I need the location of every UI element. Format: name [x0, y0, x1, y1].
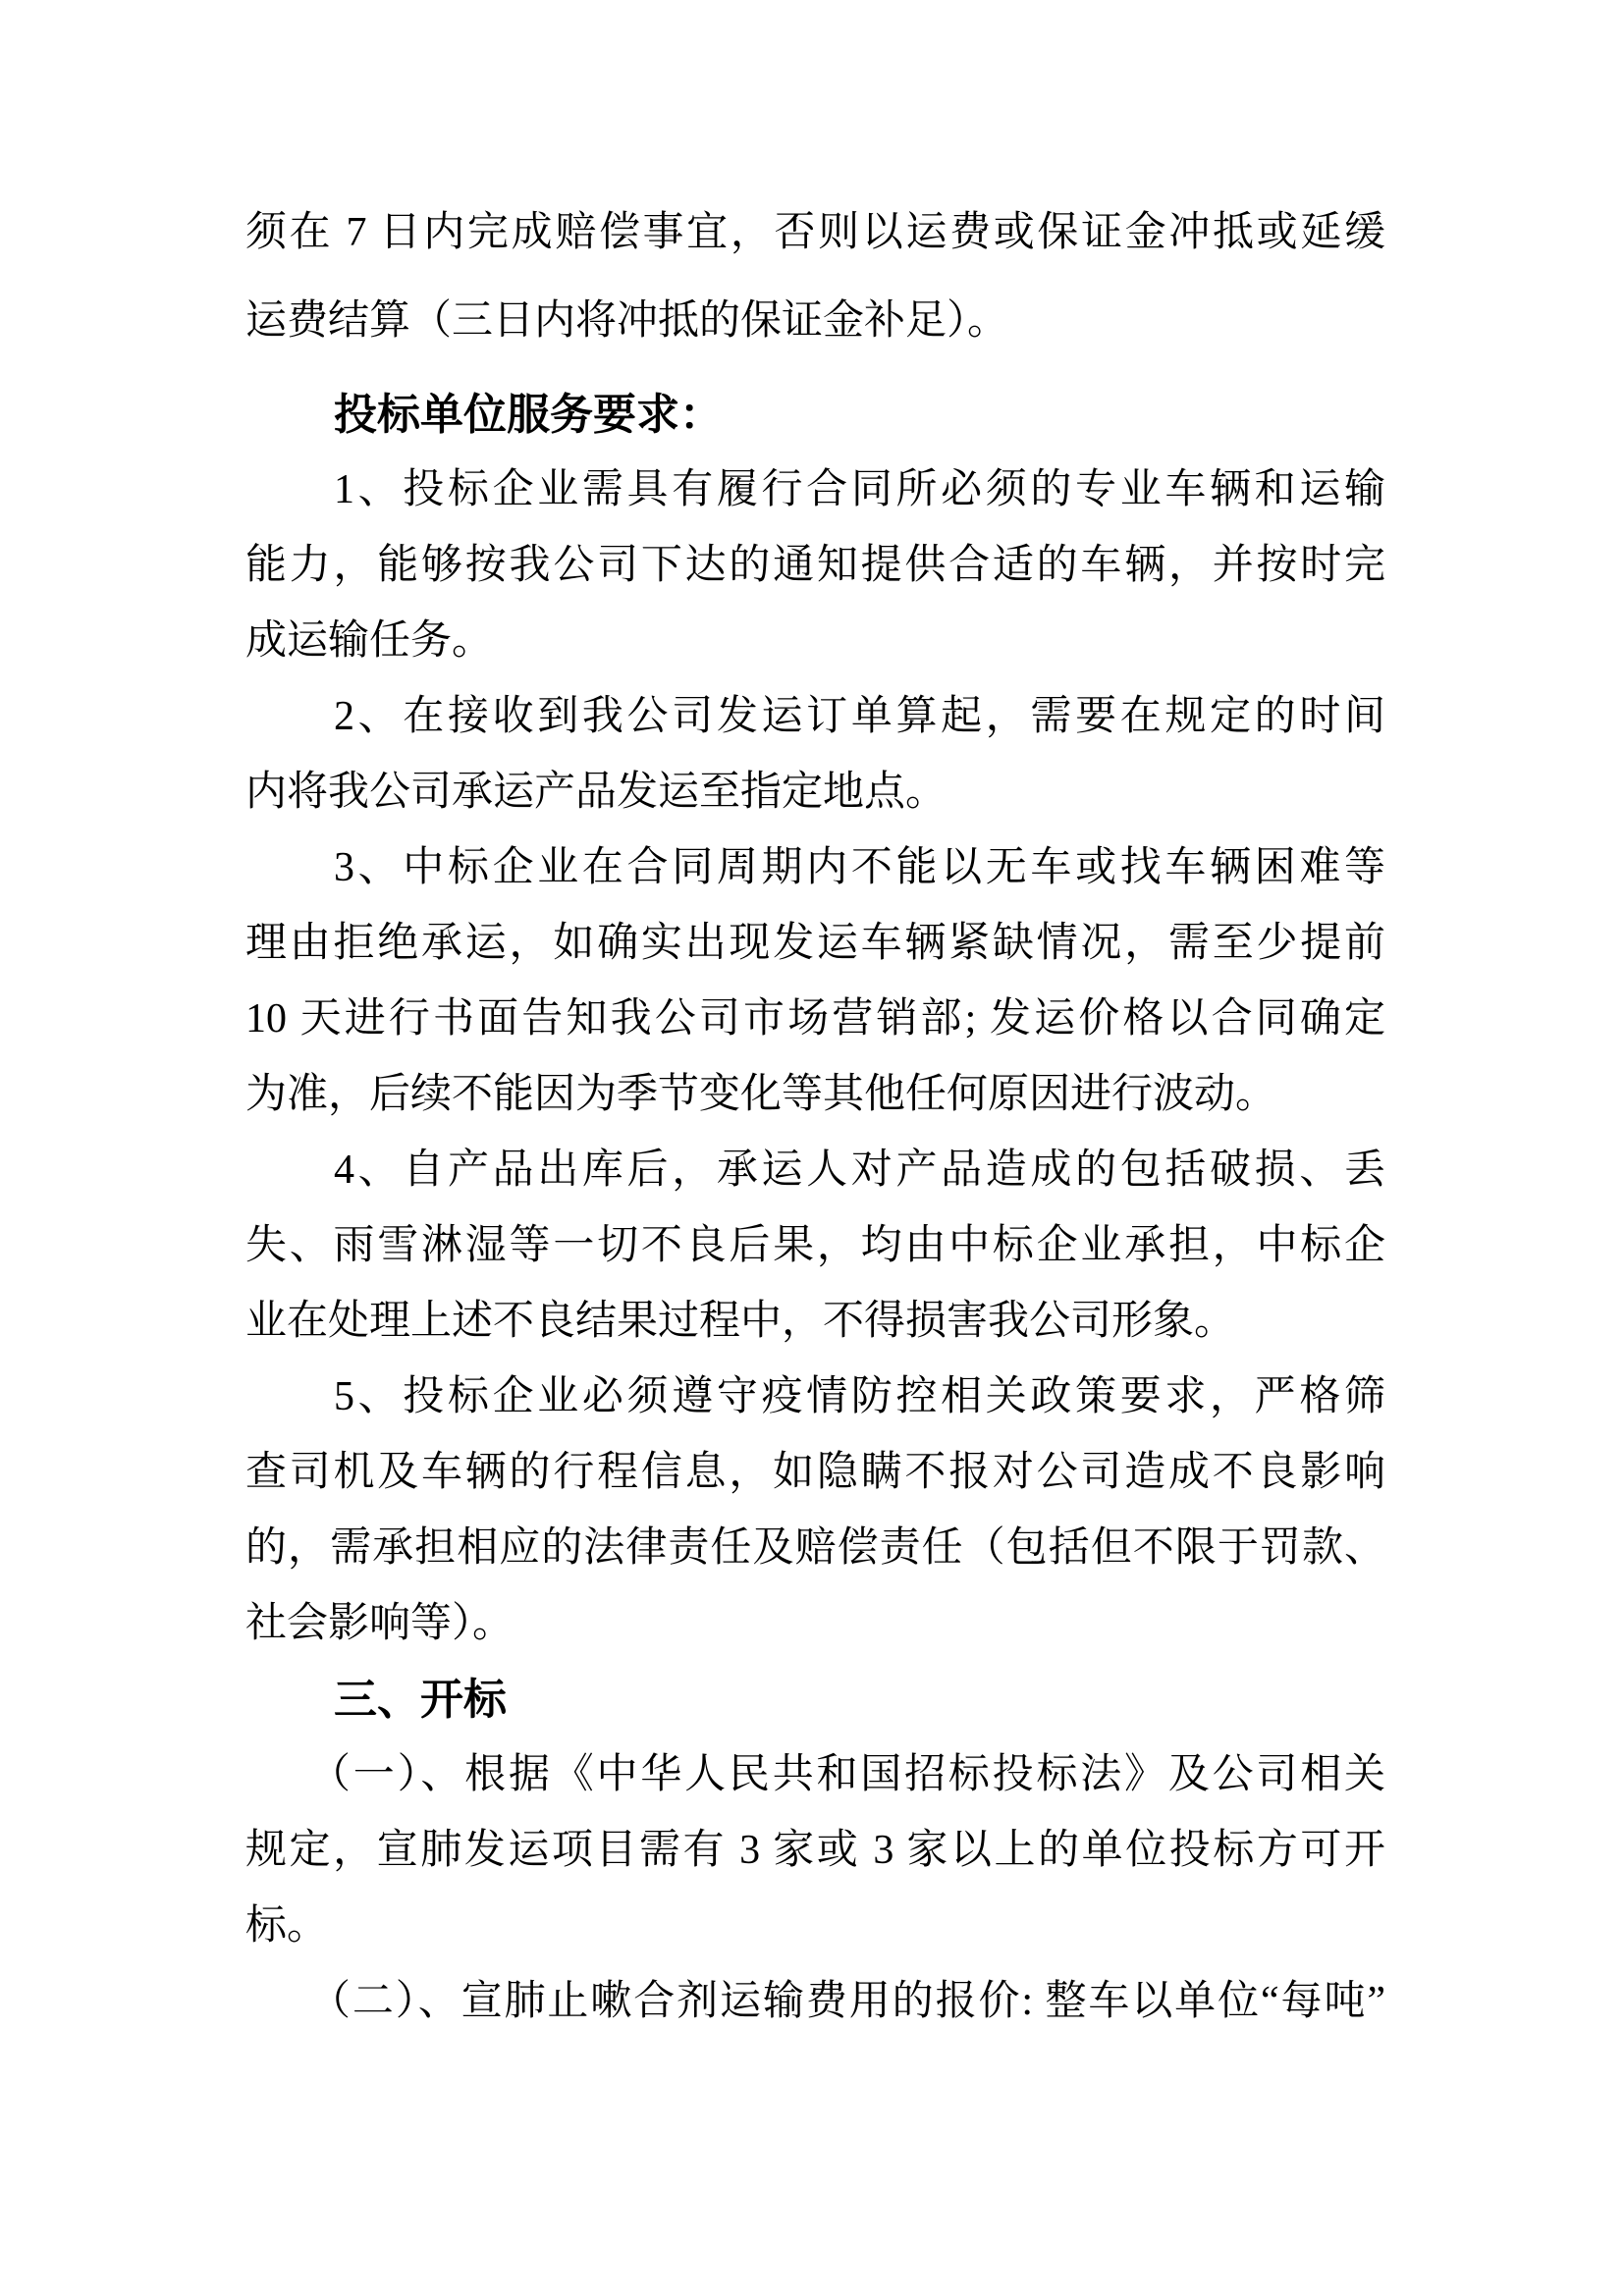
text-line-13: 4、自产品出库后，承运人对产品造成的包括破损、丢	[334, 1148, 1385, 1193]
text-line-14: 失、雨雪淋湿等一切不良后果，均由中标企业承担，中标企	[245, 1223, 1385, 1268]
text-line-1: 须在 7 日内完成赔偿事宜，否则以运费或保证金冲抵或延缓	[245, 210, 1385, 255]
section-heading-bid-opening: 三、开标	[334, 1676, 507, 1724]
document-text-body	[245, 195, 1385, 2040]
text-line-7: 2、在接收到我公司发运订单算起，需要在规定的时间	[334, 694, 1385, 739]
text-line-23: 标。	[245, 1903, 329, 1949]
text-line-15: 业在处理上述不良结果过程中，不得损害我公司形象。	[245, 1299, 1236, 1344]
text-line-22: 规定，宣肺发运项目需有 3 家或 3 家以上的单位投标方可开	[245, 1828, 1385, 1873]
text-line-9: 3、中标企业在合同周期内不能以无车或找车辆困难等	[334, 845, 1385, 890]
text-line-17: 查司机及车辆的行程信息，如隐瞒不报对公司造成不良影响	[245, 1450, 1385, 1495]
text-line-16: 5、投标企业必须遵守疫情防控相关政策要求，严格筛	[334, 1374, 1385, 1419]
text-line-10: 理由拒绝承运，如确实出现发运车辆紧缺情况，需至少提前	[245, 921, 1385, 966]
text-line-19: 社会影响等）。	[245, 1601, 514, 1646]
text-line-6: 成运输任务。	[245, 618, 494, 664]
text-line-21: （一）、根据《中华人民共和国招标投标法》及公司相关	[309, 1752, 1385, 1797]
text-line-4: 1、投标企业需具有履行合同所必须的专业车辆和运输	[334, 467, 1385, 512]
section-heading-service-requirements: 投标单位服务要求：	[334, 391, 723, 439]
text-line-18: 的，需承担相应的法律责任及赔偿责任（包括但不限于罚款、	[245, 1525, 1385, 1571]
text-line-8: 内将我公司承运产品发运至指定地点。	[245, 770, 947, 815]
text-line-11: 10 天进行书面告知我公司市场营销部; 发运价格以合同确定	[245, 996, 1385, 1041]
text-line-2: 运费结算（三日内将冲抵的保证金补足）。	[245, 298, 1009, 344]
text-line-12: 为准，后续不能因为季节变化等其他任何原因进行波动。	[245, 1072, 1277, 1117]
text-line-5: 能力，能够按我公司下达的通知提供合适的车辆，并按时完	[245, 543, 1385, 588]
text-line-24: （二）、宣肺止嗽合剂运输费用的报价: 整车以单位“每吨”	[309, 1979, 1385, 2024]
